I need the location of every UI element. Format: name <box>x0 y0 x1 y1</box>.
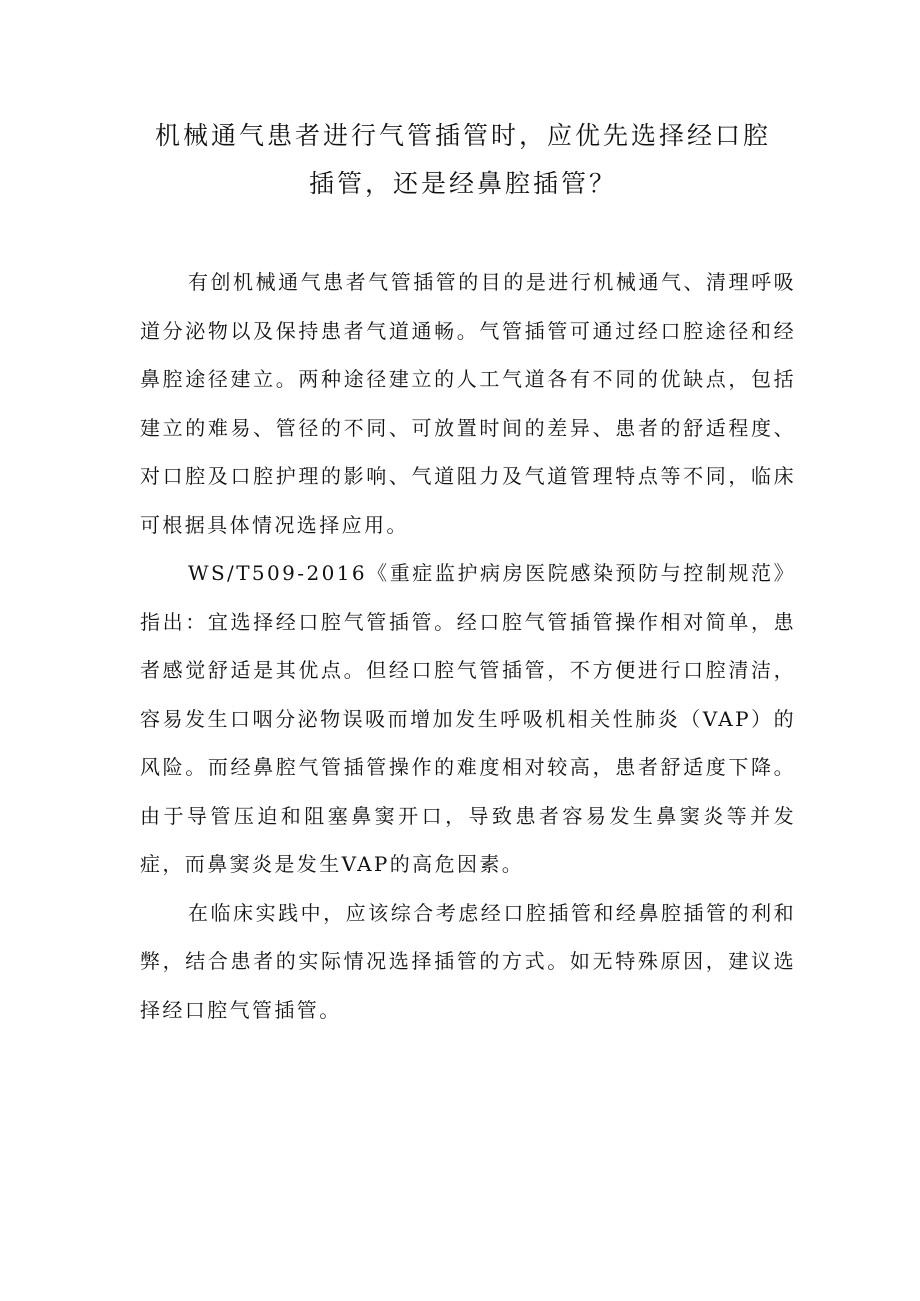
paragraph-conclusion: 在临床实践中，应该综合考虑经口腔插管和经鼻腔插管的利和弊，结合患者的实际情况选择插管的方式。如无特殊原因，建议选择经口腔气管插管。 <box>140 900 796 1022</box>
document-body <box>140 258 796 1034</box>
document-title: 机械通气患者进行气管插管时，应优先选择经口腔插管，还是经鼻腔插管？ <box>154 121 771 198</box>
paragraph-purpose: 有创机械通气患者气管插管的目的是进行机械通气、清理呼吸道分泌物以及保持患者气道通畅。气管插管可通过经口腔途径和经鼻腔途径建立。两种途径建立的人工气道各有不同的优缺点，包括建立的难易、管径的不同、可放置时间的差异、患者的舒适程度、对口腔及口腔护理的影响、气道阻力及气道管理特点等不同，临床可根据具体情况选择应用。 <box>140 270 796 537</box>
paragraph-standard: WS/T509-2016《重症监护病房医院感染预防与控制规范》指出：宜选择经口腔气管插管。经口腔气管插管操作相对简单，患者感觉舒适是其优点。但经口腔气管插管，不方便进行口腔清洁，容易发生口咽分泌物误吸而增加发生呼吸机相关性肺炎（VAP）的风险。而经鼻腔气管插管操作的难度相对较高，患者舒适度下降。由于导管压迫和阻塞鼻窦开口，导致患者容易发生鼻窦炎等并发症，而鼻窦炎是发生VAP的高危因素。 <box>140 561 796 876</box>
